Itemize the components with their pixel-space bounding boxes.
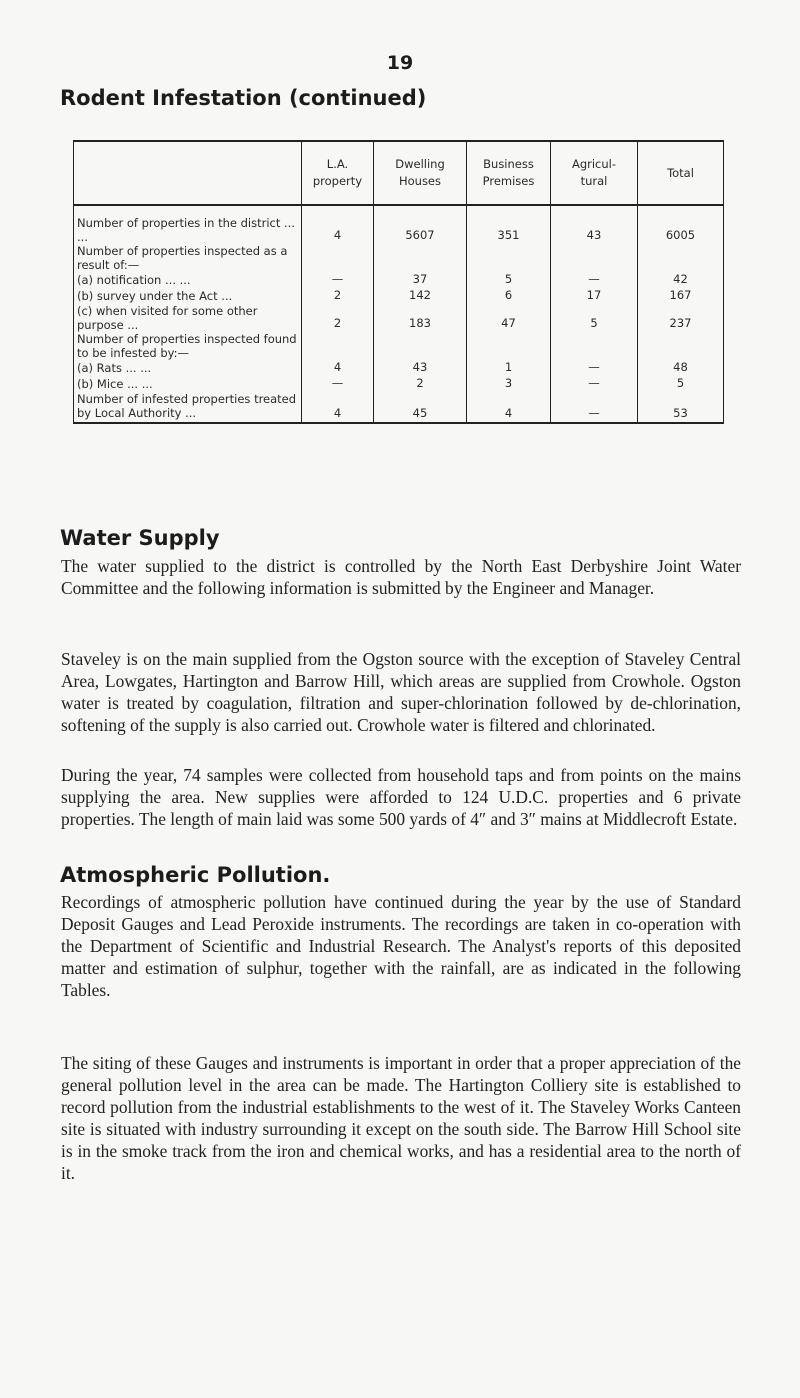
- table-cell: [302, 244, 374, 272]
- header-blank: [74, 141, 302, 205]
- table-cell: 5: [638, 376, 724, 392]
- rodent-table: [73, 140, 724, 424]
- water-paragraph: The water supplied to the district is controlled by the North East Derbyshire Joint Water Committee and the following information is submitted by the Engineer and Manager.: [61, 556, 741, 598]
- page-number: 19: [386, 52, 414, 74]
- column-header-label: L.A. property: [312, 157, 363, 188]
- table-cell: 3: [467, 376, 551, 392]
- water-supply-heading: Water Supply: [60, 526, 220, 550]
- table-cell: 167: [638, 288, 724, 304]
- table-cell: 1: [467, 360, 551, 376]
- table-cell: 53: [638, 392, 724, 423]
- table-cell: 4: [302, 205, 374, 244]
- column-header-label: Total: [667, 165, 694, 180]
- table-cell: [374, 332, 467, 360]
- table-cell: 17: [551, 288, 638, 304]
- table-cell: 2: [374, 376, 467, 392]
- table-cell: 5607: [374, 205, 467, 244]
- table-cell: [551, 332, 638, 360]
- table-row: [74, 205, 724, 244]
- table-cell: 48: [638, 360, 724, 376]
- table-cell: 351: [467, 205, 551, 244]
- table-cell: 47: [467, 304, 551, 332]
- table-cell: 4: [302, 360, 374, 376]
- row-label: Number of infested properties treated by Local Authority ...: [74, 392, 302, 423]
- table-cell: 237: [638, 304, 724, 332]
- table-row: [74, 360, 724, 376]
- table-cell: 2: [302, 304, 374, 332]
- table-cell: 142: [374, 288, 467, 304]
- table-row: [74, 304, 724, 332]
- column-header-label: Dwelling Houses: [395, 157, 445, 188]
- atmospheric-paragraph: Recordings of atmospheric pollution have continued during the year by the use of Standard Deposit Gauges and Lead Peroxide instruments. The recordings are taken in co-operation with the Department of Scientific and Industrial Research. The Analyst's reports of this deposited matter and estimation of sulphur, together with the rainfall, are as indicated in the following Tables.: [61, 892, 741, 1000]
- column-header: [302, 141, 374, 205]
- table-cell: 5: [467, 272, 551, 288]
- table-cell: 4: [467, 392, 551, 423]
- column-header: [638, 141, 724, 205]
- table-cell: 2: [302, 288, 374, 304]
- table-row: [74, 288, 724, 304]
- row-label: (a) notification ... ...: [74, 272, 302, 288]
- column-header: [467, 141, 551, 205]
- atmospheric-pollution-heading: Atmospheric Pollution.: [60, 863, 331, 887]
- table-cell: [302, 332, 374, 360]
- table-header-row: [74, 141, 724, 205]
- table-cell: [638, 332, 724, 360]
- table-row: [74, 332, 724, 360]
- rodent-heading: Rodent Infestation (continued): [60, 86, 427, 110]
- table-cell: [467, 332, 551, 360]
- table-row: [74, 392, 724, 423]
- row-label: Number of properties inspected found to be infested by:—: [74, 332, 302, 360]
- water-paragraph: Staveley is on the main supplied from the Ogston source with the exception of Staveley Central Area, Lowgates, Hartington and Barrow Hill, which areas are supplied from Crowhole. Ogston water is treated by coagulation, filtration and super-chlorination followed by de-chlorination, softening of the supply is also carried out. Crowhole water is filtered and chlorinated.: [61, 649, 741, 735]
- column-header: [374, 141, 467, 205]
- row-label: Number of properties inspected as a result of:—: [74, 244, 302, 272]
- table-cell: 45: [374, 392, 467, 423]
- table-cell: —: [551, 272, 638, 288]
- table-cell: —: [551, 392, 638, 423]
- table-cell: 183: [374, 304, 467, 332]
- atmospheric-paragraph: The siting of these Gauges and instruments is important in order that a proper appreciation of the general pollution level in the area can be made. The Hartington Colliery site is established to record pollution from the industrial establishments to the west of it. The Staveley Works Canteen site is situated with industry surrounding it except on the south side. The Barrow Hill School site is in the smoke track from the iron and chemical works, and has a residential area to the north of it.: [61, 1053, 741, 1183]
- column-header-label: Agricul- tural: [571, 157, 617, 188]
- row-label: (b) survey under the Act ...: [74, 288, 302, 304]
- table-cell: 43: [551, 205, 638, 244]
- table-cell: [638, 244, 724, 272]
- table-cell: 6: [467, 288, 551, 304]
- table-row: [74, 244, 724, 272]
- table-cell: [551, 244, 638, 272]
- table-cell: 43: [374, 360, 467, 376]
- row-label: (b) Mice ... ...: [74, 376, 302, 392]
- row-label: Number of properties in the district ... ...: [74, 205, 302, 244]
- table-cell: —: [302, 376, 374, 392]
- table-cell: 42: [638, 272, 724, 288]
- row-label: (c) when visited for some other purpose ...: [74, 304, 302, 332]
- table-cell: [467, 244, 551, 272]
- table-cell: 4: [302, 392, 374, 423]
- table-cell: 5: [551, 304, 638, 332]
- row-label: (a) Rats ... ...: [74, 360, 302, 376]
- table-row: [74, 272, 724, 288]
- table-cell: —: [551, 376, 638, 392]
- table-row: [74, 376, 724, 392]
- table-cell: 37: [374, 272, 467, 288]
- table-cell: 6005: [638, 205, 724, 244]
- column-header: [551, 141, 638, 205]
- table-cell: [374, 244, 467, 272]
- table-cell: —: [302, 272, 374, 288]
- column-header-label: Business Premises: [482, 157, 535, 188]
- water-paragraph: During the year, 74 samples were collected from household taps and from points on the mains supplying the area. New supplies were afforded to 124 U.D.C. properties and 6 private properties. The length of main laid was some 500 yards of 4″ and 3″ mains at Middlecroft Estate.: [61, 765, 741, 829]
- table-cell: —: [551, 360, 638, 376]
